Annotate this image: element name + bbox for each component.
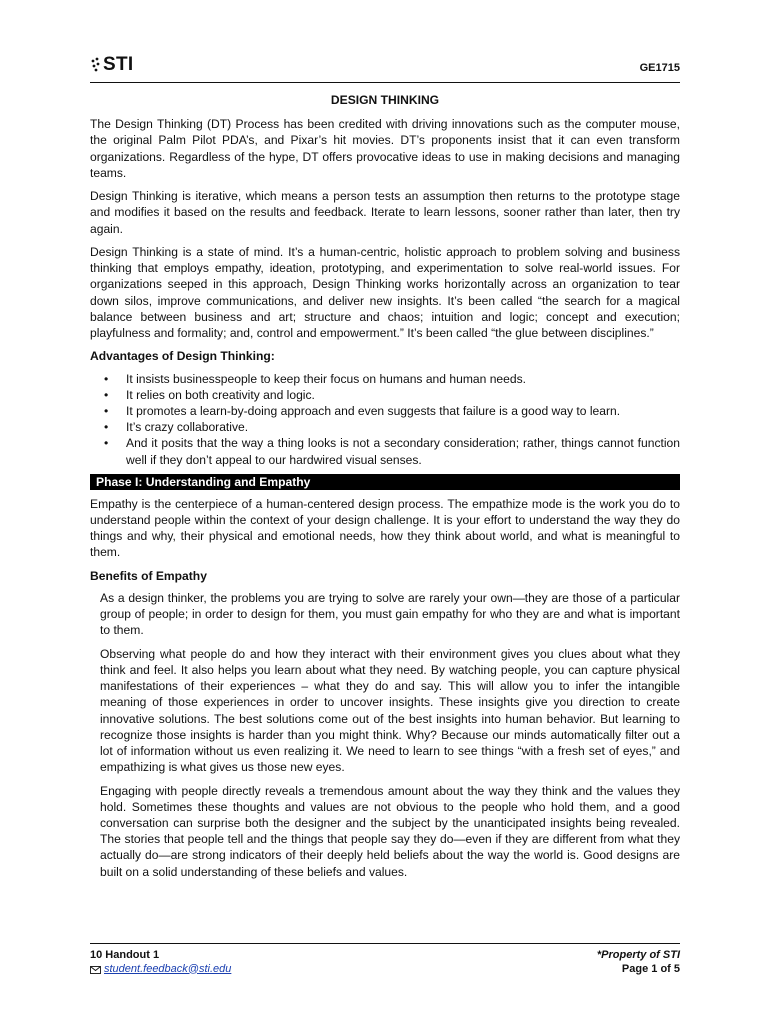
list-item (90, 419, 680, 435)
envelope-icon (90, 965, 101, 973)
page-header (90, 52, 680, 82)
header-divider (90, 82, 680, 83)
logo-text: STI (103, 54, 134, 75)
bullet-icon: • (104, 404, 109, 419)
list-item-text: It insists businesspeople to keep their focus on humans and human needs. (126, 371, 527, 386)
list-item (90, 403, 680, 419)
handout-label: 10 Handout 1 (90, 949, 160, 961)
bullet-icon: • (104, 371, 109, 386)
sti-logo-icon (90, 55, 102, 75)
page-number: Page 1 of 5 (621, 962, 680, 975)
benefits-paragraph-3: Engaging with people directly reveals a tremendous amount about the way they think and the values they hold. Sometimes these thoughts and values are not obvious to the people who hold them, and a good conversation can surprise both the designer and the subject by the unanticipated insights being revealed. The stories that people tell and the things that people say they do—even if they are different from what they actually do—are strong indicators of their deeply held beliefs about the way the world is. Good designs are built on a solid understanding of these beliefs and values. (100, 783, 680, 879)
bullet-icon: • (104, 387, 109, 402)
footer-divider (90, 943, 680, 944)
list-item-text: It’s crazy collaborative. (126, 420, 249, 435)
list-item-text: It promotes a learn-by-doing approach and even suggests that failure is a good way to learn. (126, 404, 621, 419)
document-code: GE1715 (639, 62, 680, 74)
bullet-icon: • (104, 420, 109, 435)
intro-paragraph-1: The Design Thinking (DT) Process has been credited with driving innovations such as the computer mouse, the original Palm Pilot PDA’s, and Pixar’s hit movies. DT’s proponents insist that it can even transform organizations. Regardless of the hype, DT offers provocative ideas to use in making decisions and managing teams. (90, 117, 680, 180)
list-item (90, 435, 680, 467)
phase-paragraph: Empathy is the centerpiece of a human-centered design process. The empathize mode is the work you do to understand people within the context of your design challenge. It is your effort to understand the way they do things and why, their physical and emotional needs, how they think about world, and what is meaningful to them. (90, 496, 680, 560)
intro-paragraph-2: Design Thinking is iterative, which means a person tests an assumption then returns to the prototype stage and modifies it based on the results and feedback. Iterate to learn lessons, sooner rather than later, then try again. (90, 189, 680, 236)
sti-logo (90, 52, 133, 78)
intro-paragraph-3: Design Thinking is a state of mind. It’s a human-centric, holistic approach to problem solving and business thinking that employs empathy, ideation, prototyping, and experimentation to solve real-world issues. For organizations seeped in this approach, Design Thinking works horizontally across an organization to tear down silos, improve communications, and deliver new insights. It’s been called “the search for a magical balance between business and art; structure and chaos; intuition and logic; concept and execution; playfulness and formality; and, control and empowerment.” It’s been called “the glue between disciplines.” (90, 245, 680, 341)
bullet-icon: • (104, 436, 109, 451)
advantages-list (90, 371, 680, 468)
document-body (90, 92, 680, 887)
benefits-section (90, 590, 680, 880)
phase-heading-bar: Phase I: Understanding and Empathy (90, 474, 680, 490)
footer-left (90, 949, 231, 976)
benefits-paragraph-1: As a design thinker, the problems you are trying to solve are rarely your own—they are those of a particular group of people; in order to design for them, you must gain empathy for who they are and what is important to them. (100, 591, 680, 638)
list-item (90, 387, 680, 403)
list-item-text: And it posits that the way a thing looks is not a secondary consideration; rather, things cannot function well if they don’t appeal to our hardwired visual senses. (126, 436, 680, 467)
property-notice: *Property of STI (596, 949, 680, 961)
document-title: DESIGN THINKING (330, 93, 440, 107)
list-item-text: It relies on both creativity and logic. (126, 387, 315, 402)
feedback-email-link[interactable]: student.feedback@sti.edu (104, 962, 232, 975)
advantages-heading: Advantages of Design Thinking: (90, 349, 275, 364)
benefits-heading: Benefits of Empathy (90, 568, 207, 583)
footer-right (597, 949, 680, 976)
benefits-paragraph-2: Observing what people do and how they interact with their environment gives you clues about what they think and feel. It also helps you learn about what they need. By watching people, you can capture physical manifestations of their experiences – what they do and say. This will allow you to infer the intangible meaning of those experiences in order to uncover insights. These insights give you direction to create innovative solutions. The best solutions come out of the best insights into human behavior. But learning to recognize those insights is harder than you might think. Why? Because our minds automatically filter out a lot of information without us even realizing it. We need to learn to see things “with a fresh set of eyes,” and empathizing is what gives us those new eyes. (100, 646, 680, 775)
list-item (90, 371, 680, 387)
email-row (90, 963, 231, 977)
